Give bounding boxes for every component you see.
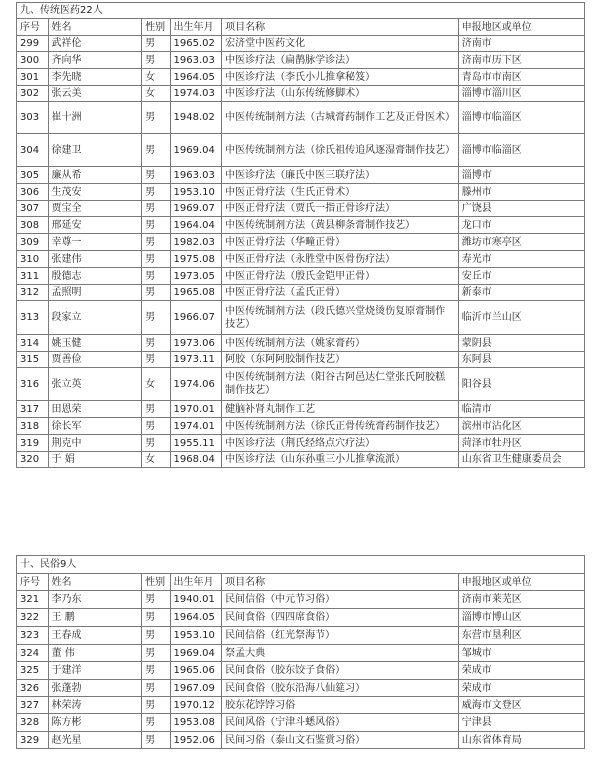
table-row <box>17 36 585 52</box>
name-cell: 张建伟 <box>48 251 142 268</box>
serial-number-cell: 301 <box>17 69 49 86</box>
project-name-cell: 中医诊疗法（荆氏经络点穴疗法） <box>222 435 459 452</box>
name-cell: 生茂安 <box>48 184 142 201</box>
name-cell: 荆克中 <box>48 435 142 452</box>
table-row <box>17 452 585 468</box>
project-name-cell: 中医诊疗法（扁鹊脉学诊法） <box>222 52 459 69</box>
gender-cell: 男 <box>142 680 170 697</box>
project-name-cell: 中医诊疗法（山东孙重三小儿推拿流派） <box>222 452 459 468</box>
region-cell: 荣成市 <box>458 680 584 697</box>
serial-number-cell: 307 <box>17 201 49 217</box>
region-cell: 济南市历下区 <box>458 52 584 69</box>
project-name-cell: 中医正骨疗法（殷氏金铠甲正骨） <box>222 268 459 285</box>
name-cell: 林荣涛 <box>48 697 142 714</box>
region-cell: 山东省体育局 <box>458 732 584 749</box>
project-name-cell: 中医传统制剂方法（姚家膏药） <box>222 335 459 352</box>
table-row <box>17 368 585 401</box>
column-header: 性别 <box>142 19 170 36</box>
gender-cell: 男 <box>142 435 170 452</box>
name-cell: 段家立 <box>48 301 142 335</box>
region-cell: 淄博市临淄区 <box>458 102 584 134</box>
table-row <box>17 69 585 86</box>
project-name-cell: 中医诊疗法（李氏小儿推拿秘笈） <box>222 69 459 86</box>
table-row <box>17 251 585 268</box>
project-name-cell: 中医正骨疗法（生氏正骨术） <box>222 184 459 201</box>
birth-date-cell: 1940.01 <box>170 591 222 609</box>
project-name-cell: 中医传统制剂方法（徐氏祖传追风逐湿膏制作技艺） <box>222 134 459 167</box>
region-cell: 济南市 <box>458 36 584 52</box>
section-title-row <box>17 3 585 19</box>
table-row <box>17 201 585 217</box>
birth-date-cell: 1965.08 <box>170 285 222 301</box>
section-title-row <box>17 556 585 574</box>
project-name-cell: 中医传统制剂方法（段氏德兴堂烧烫伤复原膏制作技艺） <box>222 301 459 335</box>
region-cell: 宁津县 <box>458 714 584 732</box>
serial-number-cell: 314 <box>17 335 49 352</box>
serial-number-cell: 313 <box>17 301 49 335</box>
column-header: 申报地区或单位 <box>458 574 584 591</box>
birth-date-cell: 1969.04 <box>170 645 222 662</box>
birth-date-cell: 1982.03 <box>170 234 222 251</box>
gender-cell: 男 <box>142 335 170 352</box>
name-cell: 武祥伦 <box>48 36 142 52</box>
table-row <box>17 732 585 749</box>
table-row <box>17 609 585 627</box>
name-cell: 徐建卫 <box>48 134 142 167</box>
serial-number-cell: 329 <box>17 732 49 749</box>
region-cell: 淄博市博山区 <box>458 609 584 627</box>
column-header: 姓名 <box>48 19 142 36</box>
table-row <box>17 645 585 662</box>
birth-date-cell: 1970.12 <box>170 697 222 714</box>
gender-cell: 男 <box>142 627 170 645</box>
serial-number-cell: 311 <box>17 268 49 285</box>
gender-cell: 男 <box>142 418 170 435</box>
table-row <box>17 268 585 285</box>
table-row <box>17 217 585 234</box>
section-title: 十、民俗9人 <box>17 556 585 574</box>
table-row <box>17 52 585 69</box>
gender-cell: 男 <box>142 251 170 268</box>
serial-number-cell: 310 <box>17 251 49 268</box>
project-name-cell: 宏济堂中医药文化 <box>222 36 459 52</box>
birth-date-cell: 1964.04 <box>170 217 222 234</box>
birth-date-cell: 1955.11 <box>170 435 222 452</box>
region-cell: 荣成市 <box>458 662 584 680</box>
gender-cell: 男 <box>142 102 170 134</box>
gender-cell: 男 <box>142 217 170 234</box>
region-cell: 临沂市兰山区 <box>458 301 584 335</box>
table-row <box>17 167 585 184</box>
column-header: 性别 <box>142 574 170 591</box>
gender-cell: 男 <box>142 167 170 184</box>
serial-number-cell: 300 <box>17 52 49 69</box>
birth-date-cell: 1969.04 <box>170 134 222 167</box>
gender-cell: 男 <box>142 645 170 662</box>
birth-date-cell: 1973.05 <box>170 268 222 285</box>
table-header-row <box>17 19 585 36</box>
gender-cell: 男 <box>142 609 170 627</box>
gender-cell: 男 <box>142 201 170 217</box>
project-name-cell: 中医传统制剂方法（古城膏药制作工艺及正骨医术） <box>222 102 459 134</box>
serial-number-cell: 316 <box>17 368 49 401</box>
birth-date-cell: 1963.03 <box>170 52 222 69</box>
gender-cell: 男 <box>142 134 170 167</box>
table-row <box>17 418 585 435</box>
region-cell: 临清市 <box>458 401 584 418</box>
serial-number-cell: 327 <box>17 697 49 714</box>
name-cell: 赵光星 <box>48 732 142 749</box>
gender-cell: 女 <box>142 69 170 86</box>
serial-number-cell: 299 <box>17 36 49 52</box>
birth-date-cell: 1953.08 <box>170 714 222 732</box>
region-cell: 东阿县 <box>458 352 584 368</box>
birth-date-cell: 1974.06 <box>170 368 222 401</box>
project-name-cell: 民间食俗（胶东饺子食俗） <box>222 662 459 680</box>
birth-date-cell: 1974.03 <box>170 86 222 102</box>
serial-number-cell: 324 <box>17 645 49 662</box>
birth-date-cell: 1953.10 <box>170 184 222 201</box>
serial-number-cell: 308 <box>17 217 49 234</box>
birth-date-cell: 1970.01 <box>170 401 222 418</box>
gender-cell: 女 <box>142 86 170 102</box>
birth-date-cell: 1965.02 <box>170 36 222 52</box>
table-row <box>17 627 585 645</box>
birth-date-cell: 1969.07 <box>170 201 222 217</box>
region-cell: 淄博市淄川区 <box>458 86 584 102</box>
name-cell: 邢延安 <box>48 217 142 234</box>
table-row <box>17 591 585 609</box>
serial-number-cell: 320 <box>17 452 49 468</box>
project-name-cell: 民间信俗（中元节习俗） <box>222 591 459 609</box>
name-cell: 董 伟 <box>48 645 142 662</box>
name-cell: 徐长军 <box>48 418 142 435</box>
project-name-cell: 民间信俗（红光祭海节） <box>222 627 459 645</box>
birth-date-cell: 1953.10 <box>170 627 222 645</box>
gender-cell: 男 <box>142 697 170 714</box>
project-name-cell: 中医诊疗法（山东传统修脚术） <box>222 86 459 102</box>
serial-number-cell: 322 <box>17 609 49 627</box>
serial-number-cell: 319 <box>17 435 49 452</box>
table-row <box>17 697 585 714</box>
project-name-cell: 中医传统制剂方法（阳谷古阿邑达仁堂张氏阿胶糕制作技艺） <box>222 368 459 401</box>
name-cell: 田恩荣 <box>48 401 142 418</box>
table-row <box>17 301 585 335</box>
birth-date-cell: 1973.11 <box>170 352 222 368</box>
gender-cell: 男 <box>142 352 170 368</box>
birth-date-cell: 1952.06 <box>170 732 222 749</box>
column-header: 姓名 <box>48 574 142 591</box>
serial-number-cell: 304 <box>17 134 49 167</box>
name-cell: 张蓬勃 <box>48 680 142 697</box>
birth-date-cell: 1975.08 <box>170 251 222 268</box>
table-row <box>17 680 585 697</box>
region-cell: 淄博市 <box>458 167 584 184</box>
birth-date-cell: 1964.05 <box>170 69 222 86</box>
table-row <box>17 184 585 201</box>
table-row <box>17 662 585 680</box>
project-name-cell: 民间食俗（四四席食俗） <box>222 609 459 627</box>
heritage-table-medicine <box>16 2 585 468</box>
table-row <box>17 134 585 167</box>
project-name-cell: 中医正骨疗法（永胜堂中医骨伤疗法） <box>222 251 459 268</box>
table-row <box>17 435 585 452</box>
gender-cell: 女 <box>142 452 170 468</box>
serial-number-cell: 315 <box>17 352 49 368</box>
region-cell: 邹城市 <box>458 645 584 662</box>
gender-cell: 男 <box>142 714 170 732</box>
region-cell: 滕州市 <box>458 184 584 201</box>
serial-number-cell: 323 <box>17 627 49 645</box>
region-cell: 滨州市沾化区 <box>458 418 584 435</box>
name-cell: 殷德志 <box>48 268 142 285</box>
table-row <box>17 285 585 301</box>
name-cell: 于 娟 <box>48 452 142 468</box>
name-cell: 张立英 <box>48 368 142 401</box>
serial-number-cell: 302 <box>17 86 49 102</box>
gender-cell: 男 <box>142 301 170 335</box>
gender-cell: 男 <box>142 285 170 301</box>
name-cell: 李先晓 <box>48 69 142 86</box>
name-cell: 于建洋 <box>48 662 142 680</box>
serial-number-cell: 303 <box>17 102 49 134</box>
project-name-cell: 中医传统制剂方法（黄县柳条膏制作技艺） <box>222 217 459 234</box>
gender-cell: 男 <box>142 662 170 680</box>
serial-number-cell: 325 <box>17 662 49 680</box>
birth-date-cell: 1963.03 <box>170 167 222 184</box>
birth-date-cell: 1965.06 <box>170 662 222 680</box>
project-name-cell: 中医传统制剂方法（徐氏正骨传统膏药制作技艺） <box>222 418 459 435</box>
region-cell: 广饶县 <box>458 201 584 217</box>
birth-date-cell: 1948.02 <box>170 102 222 134</box>
project-name-cell: 祭孟大典 <box>222 645 459 662</box>
gender-cell: 男 <box>142 52 170 69</box>
table-row <box>17 714 585 732</box>
project-name-cell: 中医正骨疗法（贾氏一指正骨诊疗法） <box>222 201 459 217</box>
project-name-cell: 健脑补肾丸制作工艺 <box>222 401 459 418</box>
name-cell: 李乃东 <box>48 591 142 609</box>
region-cell: 阳谷县 <box>458 368 584 401</box>
region-cell: 寿光市 <box>458 251 584 268</box>
birth-date-cell: 1964.05 <box>170 609 222 627</box>
table-row <box>17 86 585 102</box>
region-cell: 蒙阴县 <box>458 335 584 352</box>
gender-cell: 女 <box>142 368 170 401</box>
serial-number-cell: 309 <box>17 234 49 251</box>
table-row <box>17 352 585 368</box>
column-header: 出生年月 <box>170 19 222 36</box>
project-name-cell: 民间习俗（泰山文石鉴赏习俗） <box>222 732 459 749</box>
project-name-cell: 民间风俗（宁津斗蟋风俗） <box>222 714 459 732</box>
project-name-cell: 中医正骨疗法（华疃正骨） <box>222 234 459 251</box>
gender-cell: 男 <box>142 234 170 251</box>
serial-number-cell: 306 <box>17 184 49 201</box>
project-name-cell: 中医诊疗法（廉氏中医三联疗法） <box>222 167 459 184</box>
region-cell: 山东省卫生健康委员会 <box>458 452 584 468</box>
column-header: 出生年月 <box>170 574 222 591</box>
column-header: 序号 <box>17 19 49 36</box>
region-cell: 安丘市 <box>458 268 584 285</box>
project-name-cell: 民间食俗（胶东沿海八仙筵习） <box>222 680 459 697</box>
birth-date-cell: 1967.09 <box>170 680 222 697</box>
gender-cell: 男 <box>142 268 170 285</box>
name-cell: 贾宝全 <box>48 201 142 217</box>
region-cell: 新泰市 <box>458 285 584 301</box>
table-row <box>17 234 585 251</box>
region-cell: 青岛市市南区 <box>458 69 584 86</box>
gender-cell: 男 <box>142 591 170 609</box>
gender-cell: 男 <box>142 36 170 52</box>
project-name-cell: 胶东花饽饽习俗 <box>222 697 459 714</box>
birth-date-cell: 1968.04 <box>170 452 222 468</box>
section-title: 九、传统医药22人 <box>17 3 585 19</box>
name-cell: 贾善俭 <box>48 352 142 368</box>
serial-number-cell: 305 <box>17 167 49 184</box>
project-name-cell: 阿胶（东阿阿胶制作技艺） <box>222 352 459 368</box>
region-cell: 济南市莱芜区 <box>458 591 584 609</box>
name-cell: 张云美 <box>48 86 142 102</box>
name-cell: 陈方彬 <box>48 714 142 732</box>
project-name-cell: 中医正骨疗法（孟氏正骨） <box>222 285 459 301</box>
table-row <box>17 401 585 418</box>
serial-number-cell: 318 <box>17 418 49 435</box>
column-header: 申报地区或单位 <box>458 19 584 36</box>
name-cell: 姚玉健 <box>48 335 142 352</box>
birth-date-cell: 1966.07 <box>170 301 222 335</box>
column-header: 项目名称 <box>222 19 459 36</box>
gender-cell: 男 <box>142 401 170 418</box>
serial-number-cell: 317 <box>17 401 49 418</box>
gender-cell: 男 <box>142 184 170 201</box>
serial-number-cell: 328 <box>17 714 49 732</box>
region-cell: 威海市文登区 <box>458 697 584 714</box>
name-cell: 孟照明 <box>48 285 142 301</box>
region-cell: 潍坊市寒亭区 <box>458 234 584 251</box>
name-cell: 王 鹏 <box>48 609 142 627</box>
gender-cell: 男 <box>142 732 170 749</box>
column-header: 序号 <box>17 574 49 591</box>
column-header: 项目名称 <box>222 574 459 591</box>
table-row <box>17 335 585 352</box>
serial-number-cell: 326 <box>17 680 49 697</box>
region-cell: 淄博市临淄区 <box>458 134 584 167</box>
table-row <box>17 102 585 134</box>
name-cell: 王春成 <box>48 627 142 645</box>
table-header-row <box>17 574 585 591</box>
region-cell: 龙口市 <box>458 217 584 234</box>
birth-date-cell: 1974.01 <box>170 418 222 435</box>
name-cell: 廉从希 <box>48 167 142 184</box>
name-cell: 幸尊一 <box>48 234 142 251</box>
heritage-table-folk <box>16 555 585 749</box>
birth-date-cell: 1973.06 <box>170 335 222 352</box>
region-cell: 东营市垦利区 <box>458 627 584 645</box>
name-cell: 崔十洲 <box>48 102 142 134</box>
name-cell: 齐向华 <box>48 52 142 69</box>
serial-number-cell: 321 <box>17 591 49 609</box>
region-cell: 菏泽市牡丹区 <box>458 435 584 452</box>
serial-number-cell: 312 <box>17 285 49 301</box>
